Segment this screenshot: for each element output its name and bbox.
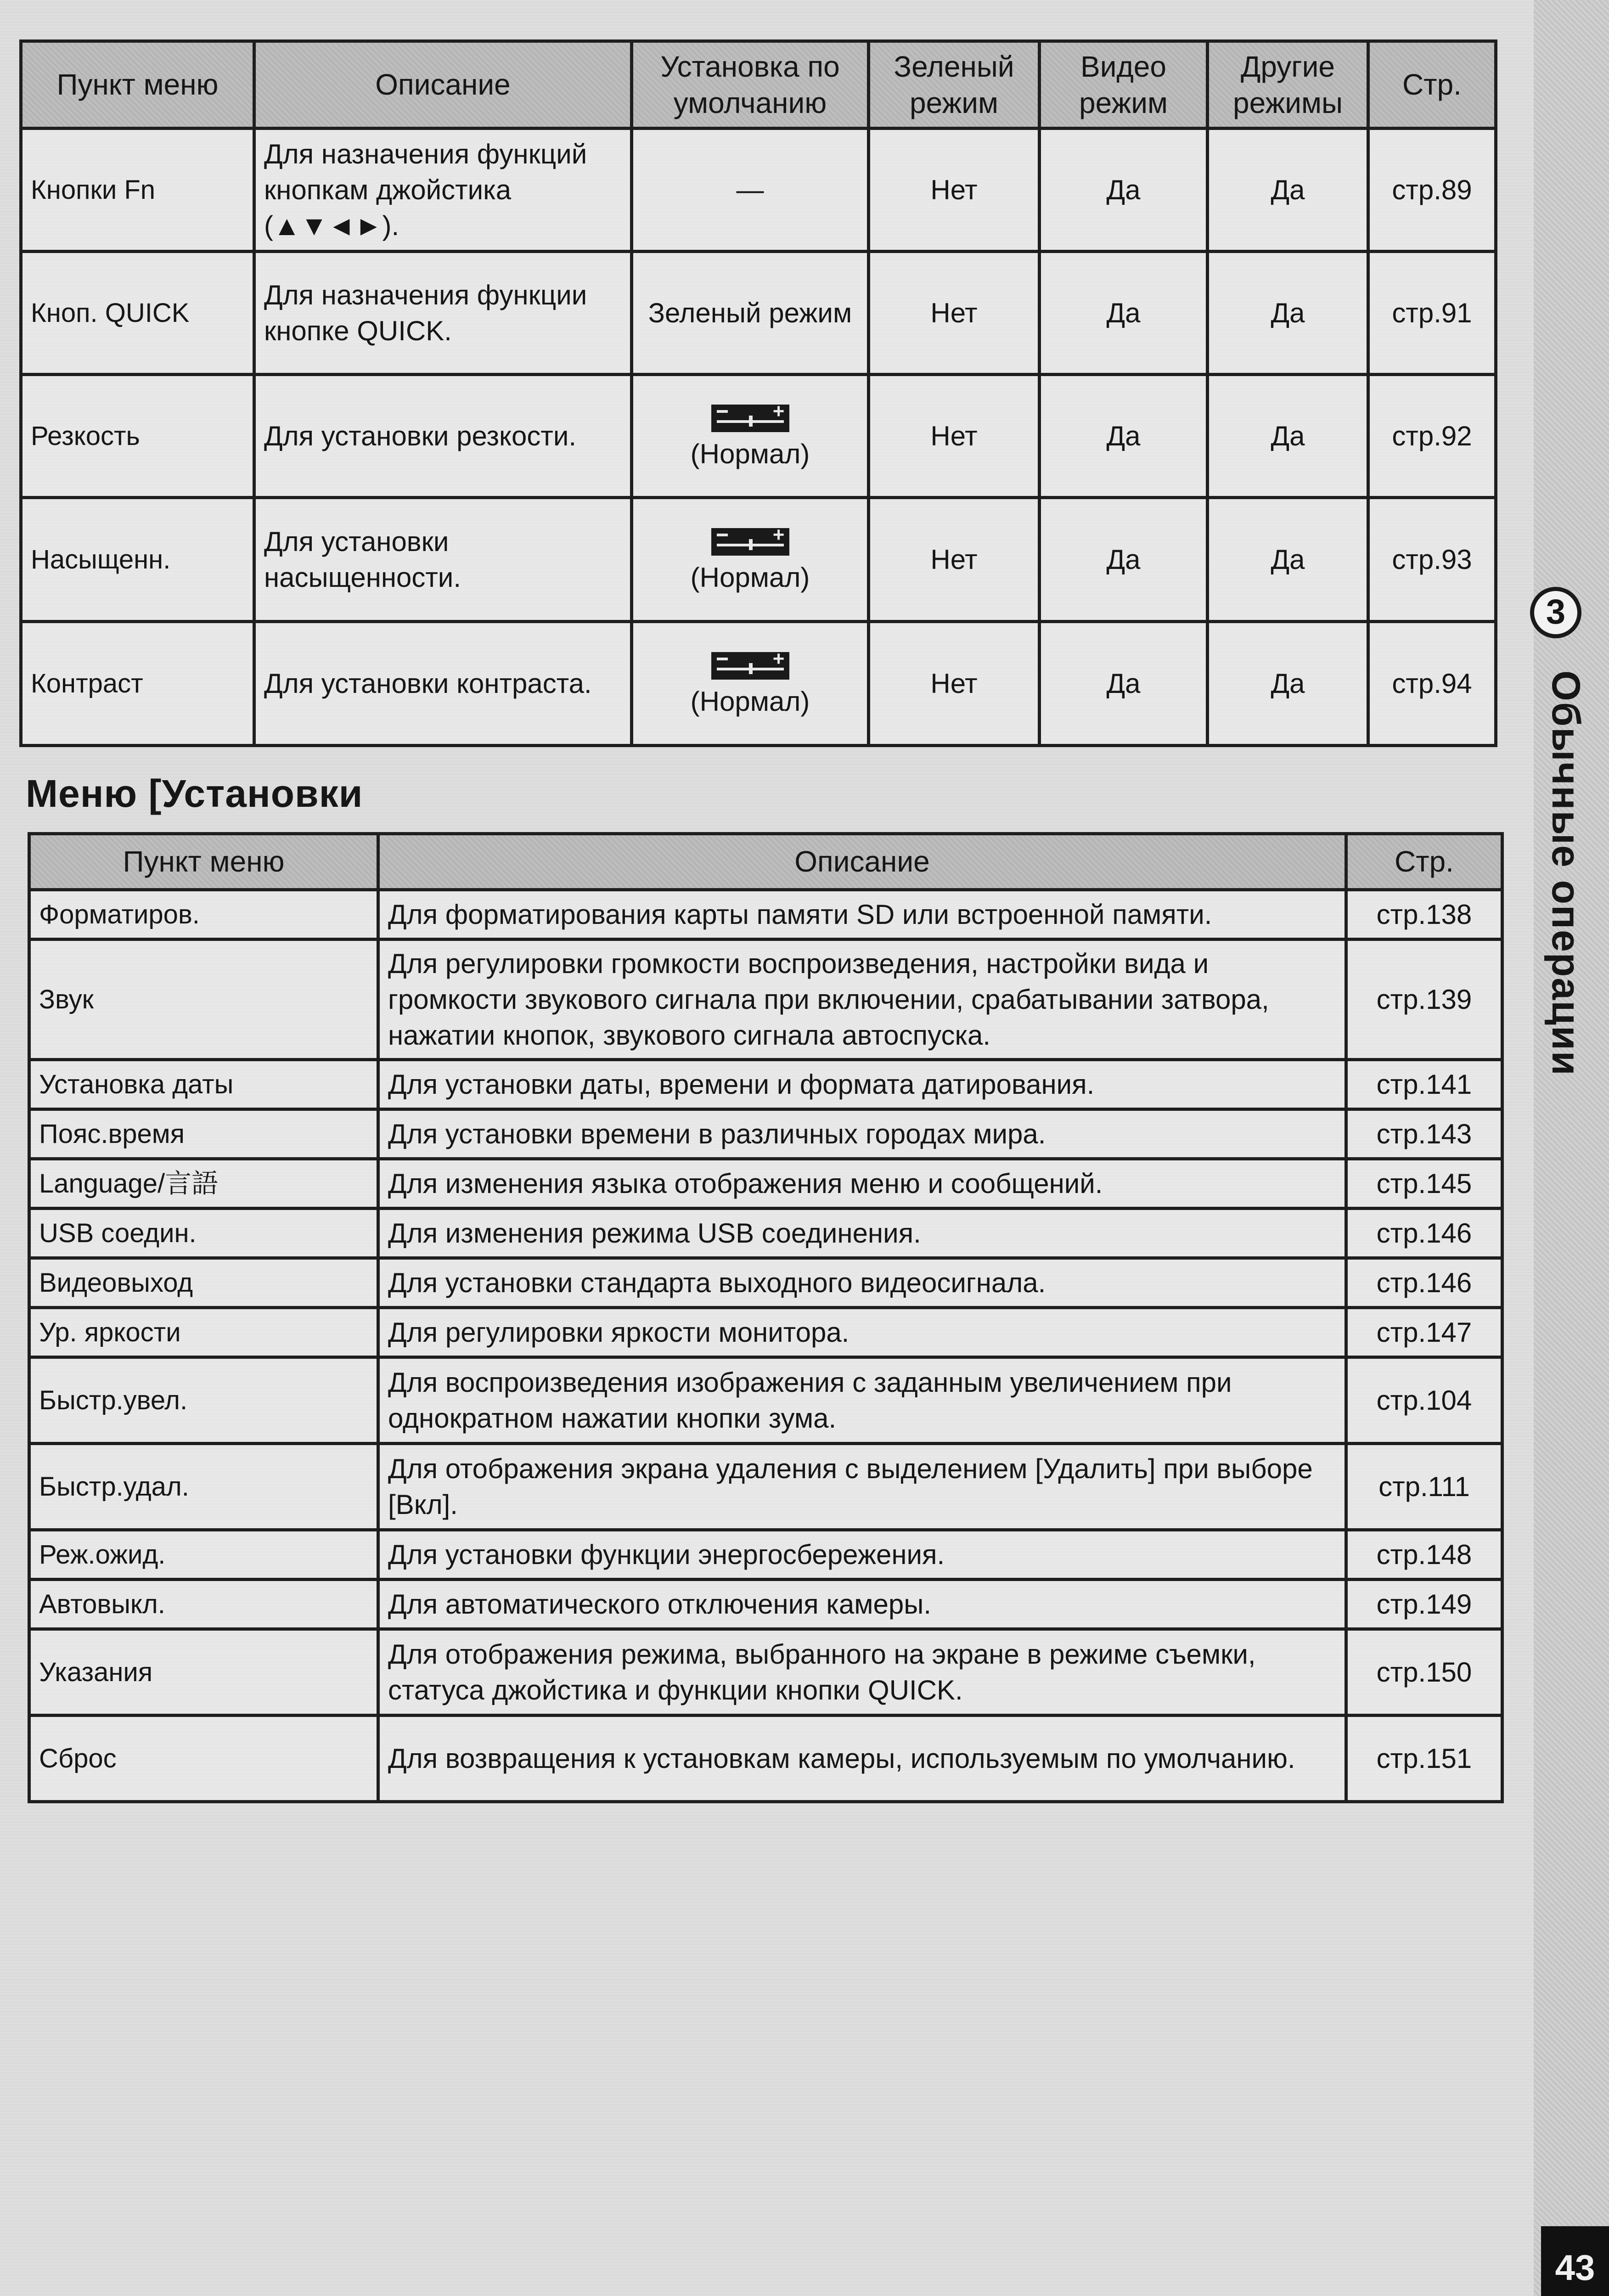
page-reference: стр.151 [1346,1716,1502,1802]
setup-item-name: Быстр.удал. [29,1444,378,1530]
setup-item-name: Быстр.увел. [29,1357,378,1444]
setup-item-description: Для установки времени в различных городах мира. [378,1109,1346,1159]
page-reference: стр.93 [1368,498,1496,622]
setup-item-description: Для форматирования карты памяти SD или встроенной памяти. [378,890,1346,940]
page-reference: стр.145 [1346,1159,1502,1209]
sharpness-scale-icon [711,405,789,432]
other-modes-value: Да [1208,252,1368,375]
menu-item-name: Контраст [21,622,254,746]
table-row [21,129,1496,252]
table-row [29,1308,1502,1357]
page-reference: стр.94 [1368,622,1496,746]
table-row [29,940,1502,1060]
setup-item-name: Автовыкл. [29,1580,378,1629]
other-modes-value: Да [1208,498,1368,622]
page-reference: стр.91 [1368,252,1496,375]
default-value-cell [632,622,869,746]
table-row [29,1060,1502,1109]
default-value-cell [632,375,869,498]
page-reference: стр.138 [1346,890,1502,940]
page-reference: стр.147 [1346,1308,1502,1357]
setup-item-name: Указания [29,1629,378,1716]
menu-item-name: Резкость [21,375,254,498]
menu-item-description: Для установки контраста. [254,622,632,746]
header-menu-item: Пункт меню [21,41,254,129]
menu-item-name: Кнопки Fn [21,129,254,252]
section-heading: Меню [Установки [26,772,363,815]
setup-item-description: Для отображения экрана удаления с выделением [Удалить] при выборе [Вкл]. [378,1444,1346,1530]
page-reference: стр.146 [1346,1258,1502,1308]
table-row [29,1629,1502,1716]
table-row [21,498,1496,622]
table-row [29,1357,1502,1444]
page-reference: стр.139 [1346,940,1502,1060]
table-row [29,1716,1502,1802]
setup-item-description: Для возвращения к установкам камеры, используемым по умолчанию. [378,1716,1346,1802]
green-mode-value: Нет [869,622,1040,746]
page-reference: стр.141 [1346,1060,1502,1109]
table-header-row [29,834,1502,890]
page-reference: стр.104 [1346,1357,1502,1444]
page-reference: стр.150 [1346,1629,1502,1716]
table-row [29,1580,1502,1629]
page-reference: стр.111 [1346,1444,1502,1530]
setup-item-name: Звук [29,940,378,1060]
saturation-scale-icon [711,528,789,556]
page-reference: стр.92 [1368,375,1496,498]
video-mode-value: Да [1040,375,1208,498]
menu-item-name: Насыщенн. [21,498,254,622]
menu-item-description: Для установки насыщенности. [254,498,632,622]
shooting-menu-table [19,39,1497,747]
header-video-mode: Видео режим [1040,41,1208,129]
green-mode-value: Нет [869,375,1040,498]
other-modes-value: Да [1208,622,1368,746]
table-header-row [21,41,1496,129]
default-value-cell [632,498,869,622]
table-row [29,890,1502,940]
header-description: Описание [378,834,1346,890]
other-modes-value: Да [1208,375,1368,498]
setup-item-description: Для воспроизведения изображения с заданным увеличением при однократном нажатии кнопки зума. [378,1357,1346,1444]
setup-item-description: Для регулировки громкости воспроизведения, настройки вида и громкости звукового сигнала при включении, срабатывании затвора, нажатии кнопок, звукового сигнала автоспуска. [378,940,1346,1060]
header-default: Установка по умолчанию [632,41,869,129]
setup-item-name: Установка даты [29,1060,378,1109]
chapter-number-badge: 3 [1530,587,1581,638]
contrast-scale-icon [711,652,789,680]
setup-item-name: Реж.ожид. [29,1530,378,1580]
setup-item-description: Для изменения режима USB соединения. [378,1209,1346,1258]
table-row [29,1209,1502,1258]
setup-item-description: Для установки стандарта выходного видеосигнала. [378,1258,1346,1308]
setup-item-name: Видеовыход [29,1258,378,1308]
setup-item-name: USB соедин. [29,1209,378,1258]
setup-item-name: Language/言語 [29,1159,378,1209]
page-reference: стр.149 [1346,1580,1502,1629]
default-value: Зеленый режим [632,252,869,375]
page-reference: стр.143 [1346,1109,1502,1159]
default-value: (Нормал) [690,686,810,717]
default-value: (Нормал) [690,562,810,593]
video-mode-value: Да [1040,252,1208,375]
setup-item-description: Для установки даты, времени и формата датирования. [378,1060,1346,1109]
page-reference: стр.146 [1346,1209,1502,1258]
header-green-mode: Зеленый режим [869,41,1040,129]
table-row [29,1109,1502,1159]
video-mode-value: Да [1040,622,1208,746]
green-mode-value: Нет [869,252,1040,375]
table-row [29,1444,1502,1530]
menu-item-description: Для установки резкости. [254,375,632,498]
setup-item-description: Для автоматического отключения камеры. [378,1580,1346,1629]
header-description: Описание [254,41,632,129]
menu-item-description: Для назначения функции кнопке QUICK. [254,252,632,375]
setup-item-description: Для отображения режима, выбранного на экране в режиме съемки, статуса джойстика и функции кнопки QUICK. [378,1629,1346,1716]
menu-item-name: Кноп. QUICK [21,252,254,375]
setup-item-description: Для регулировки яркости монитора. [378,1308,1346,1357]
page-reference: стр.148 [1346,1530,1502,1580]
video-mode-value: Да [1040,498,1208,622]
menu-item-description: Для назначения функций кнопкам джойстика (▲▼◄►). [254,129,632,252]
table-row [29,1530,1502,1580]
default-value: — [632,129,869,252]
setup-menu-table [28,832,1504,1803]
other-modes-value: Да [1208,129,1368,252]
header-other-modes: Другие режимы [1208,41,1368,129]
table-row [29,1258,1502,1308]
video-mode-value: Да [1040,129,1208,252]
table-row [21,252,1496,375]
chapter-title: Обычные операции [1544,670,1588,1076]
green-mode-value: Нет [869,129,1040,252]
header-page: Стр. [1346,834,1502,890]
table-row [21,622,1496,746]
header-page: Стр. [1368,41,1496,129]
page-reference: стр.89 [1368,129,1496,252]
green-mode-value: Нет [869,498,1040,622]
page-number: 43 [1541,2226,1609,2296]
setup-item-description: Для установки функции энергосбережения. [378,1530,1346,1580]
table-row [21,375,1496,498]
setup-item-name: Пояс.время [29,1109,378,1159]
setup-item-name: Ур. яркости [29,1308,378,1357]
default-value: (Нормал) [690,438,810,469]
setup-item-name: Сброс [29,1716,378,1802]
table-row [29,1159,1502,1209]
header-menu-item: Пункт меню [29,834,378,890]
setup-item-name: Форматиров. [29,890,378,940]
setup-item-description: Для изменения языка отображения меню и сообщений. [378,1159,1346,1209]
